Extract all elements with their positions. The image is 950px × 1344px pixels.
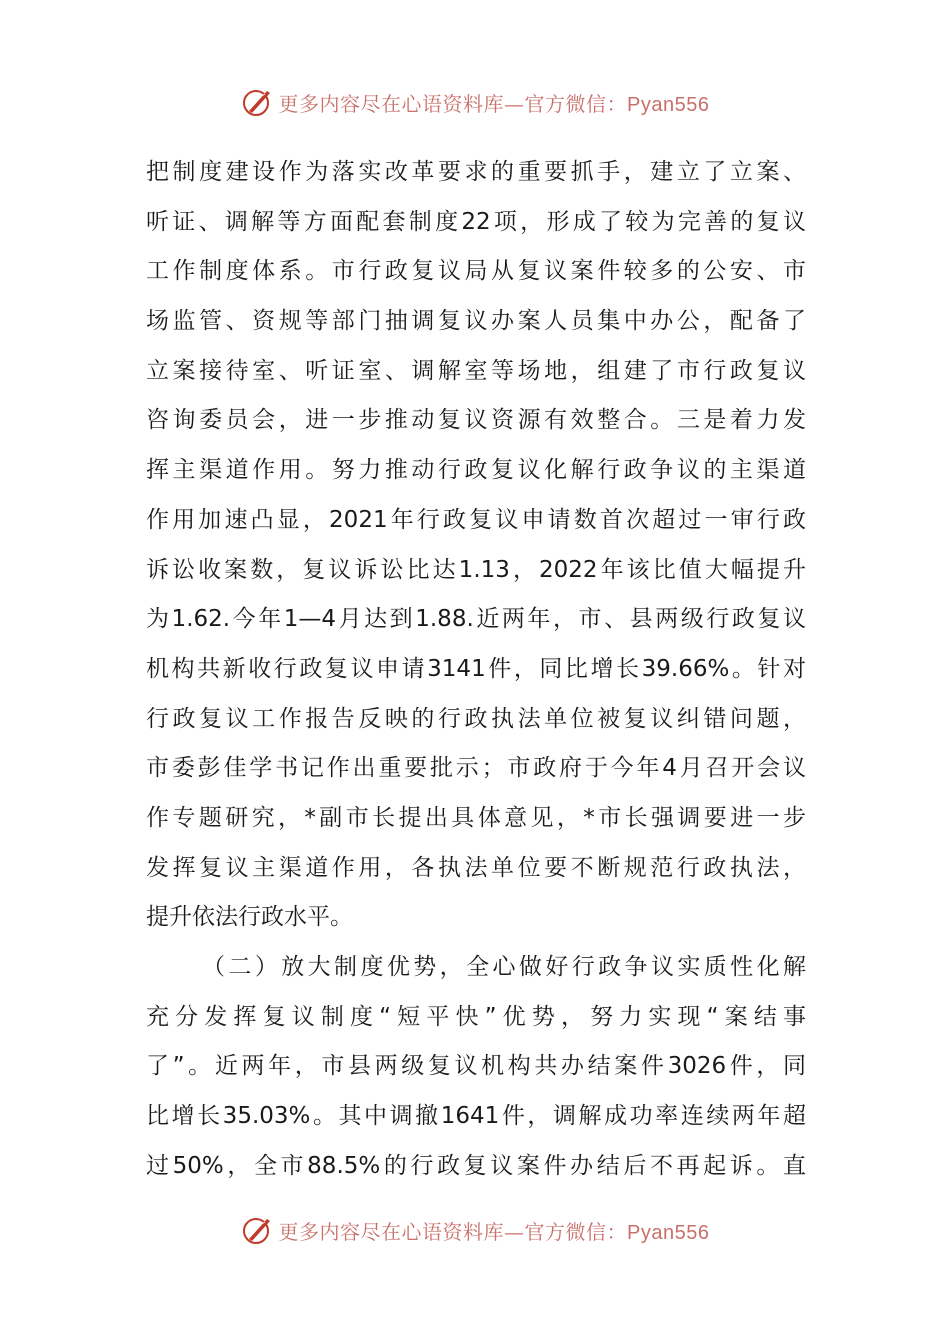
section-heading: （二）放大制度优势，全心做好行政争议实质性化解 (202, 954, 806, 980)
text-line: 挥主渠道作用。努力推动行政复议化解行政争议的主渠道 (146, 457, 806, 484)
text-line: 了”。近两年，市县两级复议机构共办结案件3026件，同 (146, 1053, 806, 1080)
text-line: 提升依法行政水平。 (146, 904, 353, 931)
watermark-text: 更多内容尽在心语资料库—官方微信：Pyan556 (278, 91, 710, 116)
text-line: 行政复议工作报告反映的行政执法单位被复议纠错问题， (146, 705, 806, 732)
text-line: 机构共新收行政复议申请3141件，同比增长39.66%。针对 (146, 655, 806, 682)
watermark-wechat-id: Pyan556 (627, 1221, 710, 1244)
text-line: 作专题研究，*副市长提出具体意见，*市长强调要进一步 (146, 804, 806, 831)
watermark-wechat-id: Pyan556 (627, 93, 710, 116)
text-line: 市委彭佳学书记作出重要批示；市政府于今年4月召开会议 (146, 755, 806, 782)
footer-watermark (0, 1212, 950, 1248)
quill-logo-icon (241, 85, 275, 119)
text-line: 听证、调解等方面配套制度22项，形成了较为完善的复议 (146, 208, 806, 235)
watermark-text: 更多内容尽在心语资料库—官方微信：Pyan556 (278, 1219, 710, 1244)
document-body (146, 148, 806, 1191)
text-line: 诉讼收案数，复议诉讼比达1.13，2022年该比值大幅提升 (146, 556, 806, 583)
header-watermark (0, 84, 950, 120)
text-line: 咨询委员会，进一步推动复议资源有效整合。三是着力发 (146, 407, 806, 434)
text-line: 场监管、资规等部门抽调复议办案人员集中办公，配备了 (146, 308, 806, 335)
text-line: 工作制度体系。市行政复议局从复议案件较多的公安、市 (146, 258, 806, 285)
text-line: 发挥复议主渠道作用，各执法单位要不断规范行政执法， (146, 854, 806, 881)
text-line: 比增长35.03%。其中调撤1641件，调解成功率连续两年超 (146, 1103, 806, 1130)
quill-logo-icon (241, 1213, 275, 1247)
text-line: 为1.62.今年1—4月达到1.88.近两年，市、县两级行政复议 (146, 606, 806, 633)
text-line: 把制度建设作为落实改革要求的重要抓手，建立了立案、 (146, 159, 806, 185)
text-line: 过50%，全市88.5%的行政复议案件办结后不再起诉。直 (146, 1152, 806, 1179)
text-line: 充分发挥复议制度“短平快”优势，努力实现“案结事 (146, 1003, 806, 1030)
text-line: 作用加速凸显，2021年行政复议申请数首次超过一审行政 (146, 506, 806, 533)
text-line: 立案接待室、听证室、调解室等场地，组建了市行政复议 (146, 357, 806, 384)
